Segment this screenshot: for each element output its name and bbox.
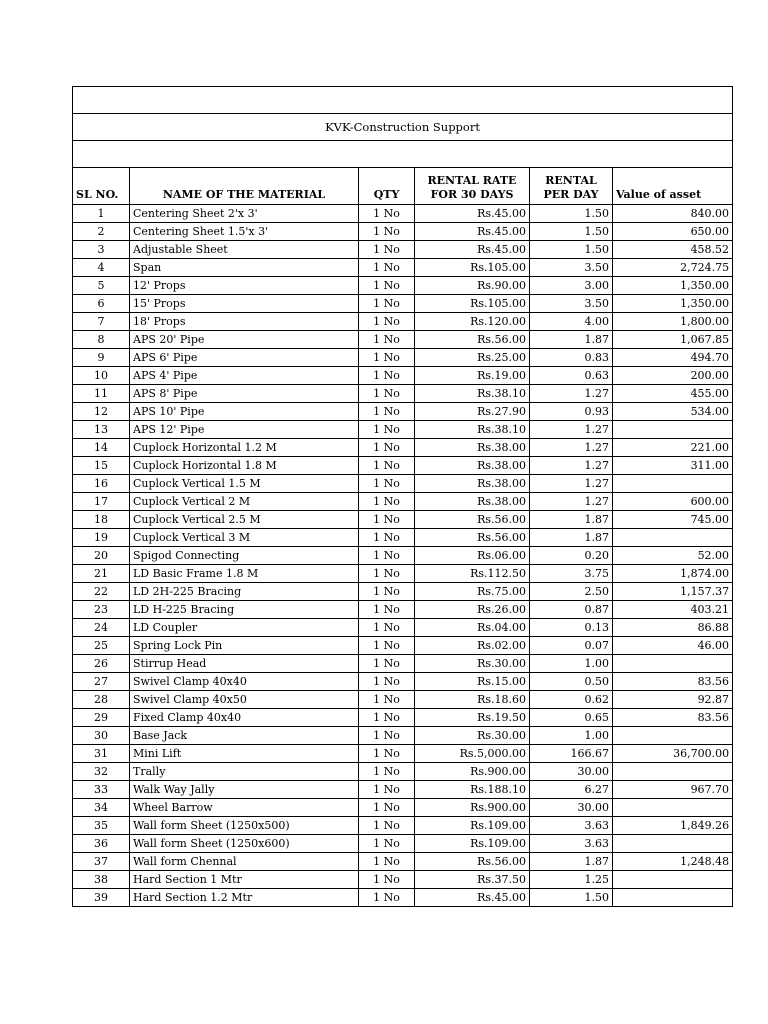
cell-material-name: Cuplock Vertical 2.5 M [130,511,359,529]
cell-material-name: Centering Sheet 1.5'x 3' [130,223,359,241]
cell-rental-rate: Rs.19.50 [415,709,530,727]
cell-rental-rate: Rs.38.00 [415,439,530,457]
cell-qty: 1 No [359,673,415,691]
cell-material-name: APS 20' Pipe [130,331,359,349]
cell-rental-per-day: 0.63 [530,367,613,385]
cell-qty: 1 No [359,601,415,619]
cell-qty: 1 No [359,331,415,349]
cell-sl-no: 3 [73,241,130,259]
cell-sl-no: 16 [73,475,130,493]
cell-rental-per-day: 1.87 [530,529,613,547]
cell-sl-no: 25 [73,637,130,655]
cell-value-of-asset [613,763,733,781]
cell-qty: 1 No [359,313,415,331]
cell-qty: 1 No [359,691,415,709]
cell-rental-per-day: 1.27 [530,475,613,493]
cell-qty: 1 No [359,565,415,583]
cell-material-name: APS 4' Pipe [130,367,359,385]
table-row [73,439,733,457]
cell-sl-no: 19 [73,529,130,547]
header-rental-per-day: RENTAL PER DAY [530,168,613,205]
cell-sl-no: 14 [73,439,130,457]
table-row [73,835,733,853]
cell-rental-per-day: 166.67 [530,745,613,763]
table-row [73,223,733,241]
table-row [73,511,733,529]
cell-rental-rate: Rs.38.00 [415,475,530,493]
table-row [73,385,733,403]
cell-sl-no: 5 [73,277,130,295]
cell-value-of-asset: 455.00 [613,385,733,403]
table-row [73,331,733,349]
cell-rental-rate: Rs.56.00 [415,511,530,529]
cell-rental-per-day: 1.27 [530,385,613,403]
cell-rental-per-day: 0.83 [530,349,613,367]
cell-material-name: LD Basic Frame 1.8 M [130,565,359,583]
cell-value-of-asset: 840.00 [613,205,733,223]
cell-material-name: Cuplock Vertical 1.5 M [130,475,359,493]
cell-value-of-asset: 86.88 [613,619,733,637]
table-row [73,565,733,583]
cell-value-of-asset [613,871,733,889]
cell-sl-no: 13 [73,421,130,439]
cell-rental-rate: Rs.30.00 [415,727,530,745]
cell-rental-rate: Rs.56.00 [415,331,530,349]
cell-sl-no: 37 [73,853,130,871]
cell-material-name: Wheel Barrow [130,799,359,817]
cell-value-of-asset [613,835,733,853]
cell-value-of-asset: 46.00 [613,637,733,655]
table-row [73,367,733,385]
cell-material-name: Centering Sheet 2'x 3' [130,205,359,223]
cell-qty: 1 No [359,547,415,565]
blank-row-under-title [73,141,733,168]
table-row [73,295,733,313]
cell-material-name: Adjustable Sheet [130,241,359,259]
cell-rental-per-day: 3.75 [530,565,613,583]
cell-value-of-asset: 1,849.26 [613,817,733,835]
cell-rental-rate: Rs.30.00 [415,655,530,673]
cell-sl-no: 22 [73,583,130,601]
cell-qty: 1 No [359,529,415,547]
cell-rental-per-day: 1.87 [530,511,613,529]
cell-material-name: Swivel Clamp 40x50 [130,691,359,709]
table-row [73,871,733,889]
cell-rental-per-day: 1.27 [530,421,613,439]
table-row [73,637,733,655]
table-row [73,889,733,907]
cell-qty: 1 No [359,385,415,403]
cell-material-name: APS 8' Pipe [130,385,359,403]
cell-sl-no: 26 [73,655,130,673]
cell-sl-no: 7 [73,313,130,331]
cell-rental-per-day: 3.50 [530,259,613,277]
cell-rental-per-day: 0.07 [530,637,613,655]
table-row [73,817,733,835]
cell-rental-per-day: 30.00 [530,763,613,781]
cell-value-of-asset: 600.00 [613,493,733,511]
table-row [73,349,733,367]
cell-material-name: Cuplock Vertical 3 M [130,529,359,547]
cell-sl-no: 8 [73,331,130,349]
cell-rental-rate: Rs.45.00 [415,223,530,241]
cell-value-of-asset: 458.52 [613,241,733,259]
cell-rental-rate: Rs.38.10 [415,385,530,403]
cell-rental-per-day: 0.65 [530,709,613,727]
cell-rental-rate: Rs.04.00 [415,619,530,637]
cell-qty: 1 No [359,889,415,907]
cell-value-of-asset: 83.56 [613,673,733,691]
cell-qty: 1 No [359,727,415,745]
table-row [73,583,733,601]
cell-qty: 1 No [359,871,415,889]
cell-sl-no: 27 [73,673,130,691]
cell-qty: 1 No [359,709,415,727]
table-row [73,853,733,871]
cell-sl-no: 29 [73,709,130,727]
table-row [73,277,733,295]
cell-rental-per-day: 3.50 [530,295,613,313]
cell-rental-per-day: 1.87 [530,853,613,871]
cell-material-name: Cuplock Horizontal 1.8 M [130,457,359,475]
cell-material-name: Trally [130,763,359,781]
table-row [73,403,733,421]
cell-sl-no: 24 [73,619,130,637]
cell-material-name: Wall form Sheet (1250x500) [130,817,359,835]
cell-value-of-asset: 311.00 [613,457,733,475]
cell-sl-no: 1 [73,205,130,223]
cell-material-name: Wall form Sheet (1250x600) [130,835,359,853]
cell-sl-no: 15 [73,457,130,475]
cell-sl-no: 10 [73,367,130,385]
cell-rental-rate: Rs.25.00 [415,349,530,367]
table-row [73,799,733,817]
cell-value-of-asset: 494.70 [613,349,733,367]
cell-material-name: Cuplock Vertical 2 M [130,493,359,511]
cell-rental-rate: Rs.109.00 [415,817,530,835]
cell-value-of-asset: 650.00 [613,223,733,241]
table-row [73,709,733,727]
cell-rental-per-day: 1.27 [530,457,613,475]
cell-rental-rate: Rs.900.00 [415,799,530,817]
cell-material-name: Wall form Chennal [130,853,359,871]
table-row [73,547,733,565]
cell-value-of-asset: 534.00 [613,403,733,421]
cell-rental-rate: Rs.38.00 [415,457,530,475]
table-row [73,601,733,619]
table-row [73,673,733,691]
cell-qty: 1 No [359,241,415,259]
cell-rental-per-day: 0.93 [530,403,613,421]
cell-sl-no: 20 [73,547,130,565]
cell-material-name: Walk Way Jally [130,781,359,799]
cell-material-name: LD H-225 Bracing [130,601,359,619]
cell-rental-rate: Rs.112.50 [415,565,530,583]
cell-rental-per-day: 1.27 [530,439,613,457]
cell-material-name: Fixed Clamp 40x40 [130,709,359,727]
cell-qty: 1 No [359,637,415,655]
cell-qty: 1 No [359,763,415,781]
cell-rental-per-day: 1.50 [530,241,613,259]
header-value-of-asset: Value of asset [613,168,733,205]
cell-material-name: LD 2H-225 Bracing [130,583,359,601]
cell-rental-per-day: 1.00 [530,727,613,745]
cell-material-name: Spigod Connecting [130,547,359,565]
cell-qty: 1 No [359,853,415,871]
table-row [73,529,733,547]
cell-value-of-asset [613,529,733,547]
blank-row-top [73,87,733,114]
cell-value-of-asset: 1,800.00 [613,313,733,331]
cell-qty: 1 No [359,403,415,421]
cell-rental-rate: Rs.18.60 [415,691,530,709]
cell-qty: 1 No [359,277,415,295]
cell-qty: 1 No [359,799,415,817]
cell-material-name: Cuplock Horizontal 1.2 M [130,439,359,457]
cell-value-of-asset: 1,157.37 [613,583,733,601]
cell-value-of-asset [613,889,733,907]
cell-value-of-asset: 2,724.75 [613,259,733,277]
cell-sl-no: 23 [73,601,130,619]
cell-rental-rate: Rs.37.50 [415,871,530,889]
cell-material-name: 15' Props [130,295,359,313]
cell-rental-per-day: 0.13 [530,619,613,637]
cell-rental-rate: Rs.90.00 [415,277,530,295]
cell-rental-rate: Rs.105.00 [415,259,530,277]
cell-value-of-asset: 200.00 [613,367,733,385]
cell-material-name: Span [130,259,359,277]
table-row [73,457,733,475]
cell-qty: 1 No [359,223,415,241]
cell-rental-rate: Rs.15.00 [415,673,530,691]
table-row [73,493,733,511]
cell-value-of-asset: 52.00 [613,547,733,565]
cell-material-name: Base Jack [130,727,359,745]
cell-sl-no: 33 [73,781,130,799]
cell-sl-no: 35 [73,817,130,835]
cell-rental-rate: Rs.02.00 [415,637,530,655]
cell-rental-rate: Rs.27.90 [415,403,530,421]
cell-qty: 1 No [359,619,415,637]
cell-sl-no: 38 [73,871,130,889]
cell-qty: 1 No [359,583,415,601]
cell-sl-no: 21 [73,565,130,583]
cell-qty: 1 No [359,475,415,493]
cell-material-name: Stirrup Head [130,655,359,673]
cell-qty: 1 No [359,205,415,223]
cell-value-of-asset: 92.87 [613,691,733,709]
cell-qty: 1 No [359,655,415,673]
cell-rental-rate: Rs.38.10 [415,421,530,439]
cell-material-name: LD Coupler [130,619,359,637]
cell-value-of-asset: 1,874.00 [613,565,733,583]
cell-rental-per-day: 1.27 [530,493,613,511]
table-row [73,619,733,637]
title-row [73,114,733,141]
cell-sl-no: 31 [73,745,130,763]
table-row [73,655,733,673]
cell-sl-no: 17 [73,493,130,511]
cell-sl-no: 18 [73,511,130,529]
cell-material-name: 18' Props [130,313,359,331]
cell-value-of-asset [613,799,733,817]
cell-value-of-asset: 745.00 [613,511,733,529]
cell-sl-no: 11 [73,385,130,403]
cell-rental-rate: Rs.38.00 [415,493,530,511]
cell-value-of-asset [613,727,733,745]
cell-sl-no: 6 [73,295,130,313]
cell-rental-rate: Rs.75.00 [415,583,530,601]
cell-rental-rate: Rs.900.00 [415,763,530,781]
cell-material-name: Swivel Clamp 40x40 [130,673,359,691]
cell-qty: 1 No [359,421,415,439]
cell-value-of-asset: 967.70 [613,781,733,799]
cell-rental-rate: Rs.45.00 [415,205,530,223]
cell-qty: 1 No [359,781,415,799]
cell-rental-per-day: 1.87 [530,331,613,349]
cell-value-of-asset: 221.00 [613,439,733,457]
table-row [73,205,733,223]
cell-rental-rate: Rs.56.00 [415,853,530,871]
cell-qty: 1 No [359,457,415,475]
cell-qty: 1 No [359,745,415,763]
cell-rental-rate: Rs.5,000.00 [415,745,530,763]
cell-qty: 1 No [359,349,415,367]
cell-sl-no: 4 [73,259,130,277]
cell-material-name: APS 12' Pipe [130,421,359,439]
cell-material-name: Spring Lock Pin [130,637,359,655]
cell-qty: 1 No [359,511,415,529]
table-row [73,475,733,493]
cell-value-of-asset: 1,067.85 [613,331,733,349]
cell-material-name: APS 10' Pipe [130,403,359,421]
cell-qty: 1 No [359,259,415,277]
cell-rental-per-day: 6.27 [530,781,613,799]
header-material-name: NAME OF THE MATERIAL [130,168,359,205]
header-row [73,168,733,205]
cell-sl-no: 9 [73,349,130,367]
cell-rental-per-day: 3.00 [530,277,613,295]
cell-rental-rate: Rs.26.00 [415,601,530,619]
cell-rental-rate: Rs.45.00 [415,241,530,259]
cell-value-of-asset: 1,350.00 [613,277,733,295]
cell-rental-rate: Rs.45.00 [415,889,530,907]
cell-value-of-asset [613,655,733,673]
cell-rental-rate: Rs.188.10 [415,781,530,799]
cell-value-of-asset: 36,700.00 [613,745,733,763]
cell-rental-per-day: 1.50 [530,223,613,241]
material-rental-table [72,86,733,907]
cell-value-of-asset: 83.56 [613,709,733,727]
cell-rental-per-day: 0.87 [530,601,613,619]
cell-value-of-asset [613,475,733,493]
cell-sl-no: 12 [73,403,130,421]
cell-material-name: 12' Props [130,277,359,295]
table-row [73,241,733,259]
cell-rental-per-day: 2.50 [530,583,613,601]
cell-rental-per-day: 1.50 [530,889,613,907]
header-sl-no: SL NO. [73,168,130,205]
cell-sl-no: 32 [73,763,130,781]
table-row [73,727,733,745]
cell-rental-per-day: 0.62 [530,691,613,709]
cell-value-of-asset: 1,248.48 [613,853,733,871]
cell-rental-per-day: 3.63 [530,817,613,835]
cell-rental-rate: Rs.105.00 [415,295,530,313]
document-title: KVK-Construction Support [73,114,733,141]
table-row [73,421,733,439]
cell-sl-no: 34 [73,799,130,817]
cell-material-name: APS 6' Pipe [130,349,359,367]
cell-material-name: Hard Section 1 Mtr [130,871,359,889]
table-row [73,691,733,709]
table-row [73,745,733,763]
cell-rental-rate: Rs.120.00 [415,313,530,331]
cell-material-name: Mini Lift [130,745,359,763]
cell-rental-rate: Rs.19.00 [415,367,530,385]
cell-rental-rate: Rs.06.00 [415,547,530,565]
cell-sl-no: 30 [73,727,130,745]
cell-sl-no: 2 [73,223,130,241]
cell-rental-per-day: 0.50 [530,673,613,691]
cell-qty: 1 No [359,817,415,835]
cell-rental-per-day: 0.20 [530,547,613,565]
header-qty: QTY [359,168,415,205]
cell-rental-rate: Rs.56.00 [415,529,530,547]
cell-rental-per-day: 3.63 [530,835,613,853]
cell-qty: 1 No [359,439,415,457]
table-row [73,259,733,277]
cell-sl-no: 36 [73,835,130,853]
cell-material-name: Hard Section 1.2 Mtr [130,889,359,907]
cell-value-of-asset: 403.21 [613,601,733,619]
header-rental-rate-30-days: RENTAL RATE FOR 30 DAYS [415,168,530,205]
cell-qty: 1 No [359,493,415,511]
cell-rental-per-day: 1.50 [530,205,613,223]
cell-value-of-asset: 1,350.00 [613,295,733,313]
cell-qty: 1 No [359,835,415,853]
cell-qty: 1 No [359,295,415,313]
cell-sl-no: 39 [73,889,130,907]
cell-sl-no: 28 [73,691,130,709]
cell-value-of-asset [613,421,733,439]
cell-rental-per-day: 4.00 [530,313,613,331]
table-row [73,763,733,781]
cell-rental-per-day: 30.00 [530,799,613,817]
table-row [73,781,733,799]
cell-rental-per-day: 1.25 [530,871,613,889]
table-row [73,313,733,331]
cell-rental-rate: Rs.109.00 [415,835,530,853]
cell-qty: 1 No [359,367,415,385]
cell-rental-per-day: 1.00 [530,655,613,673]
